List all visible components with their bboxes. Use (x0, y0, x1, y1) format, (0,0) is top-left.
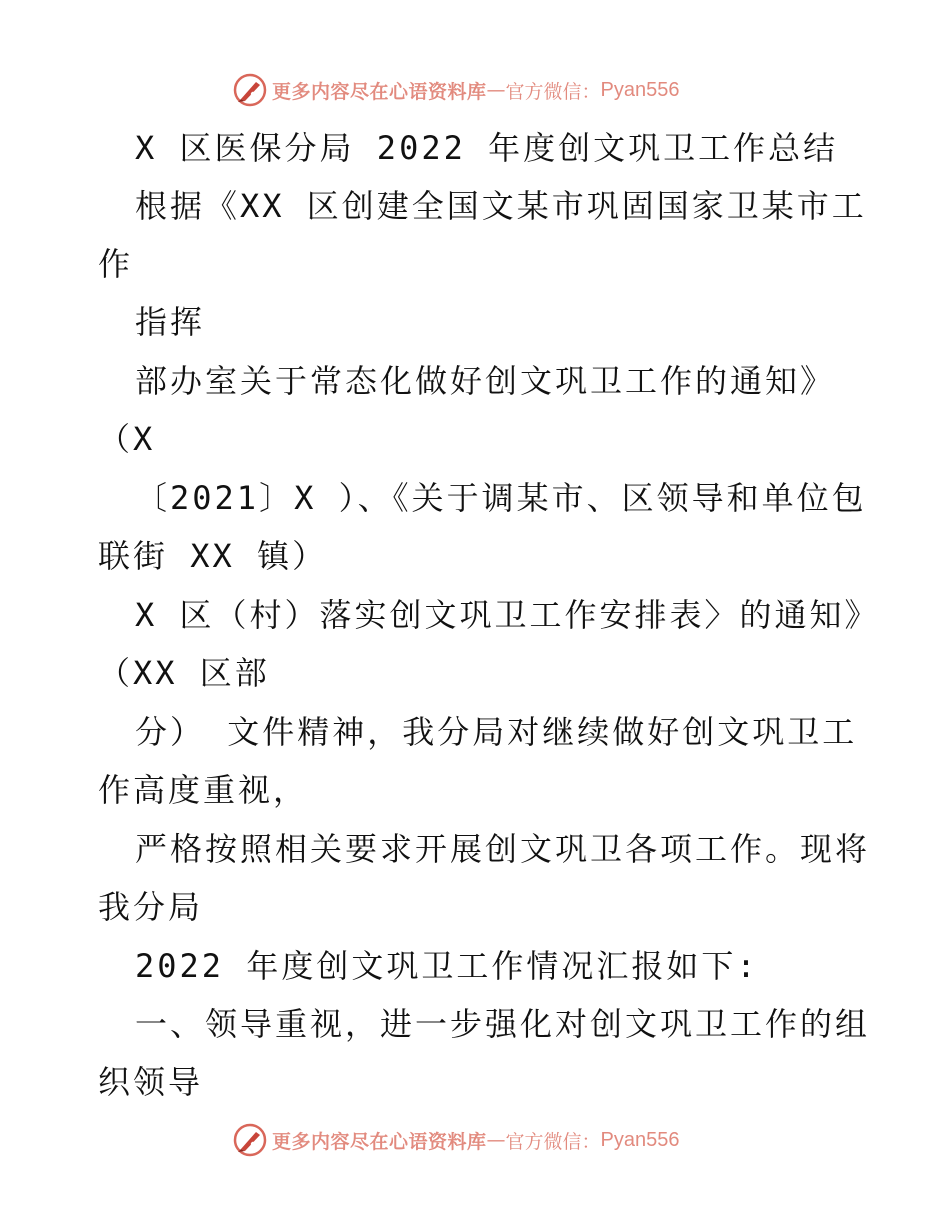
body-line: 〔2021〕X ）、《关于调某市、区领导和单位包 (135, 479, 867, 517)
body-line: （XX 区部 (98, 654, 270, 692)
watermark-label: 官方微信： (505, 1130, 601, 1153)
watermark-id: Pyan556 (600, 78, 680, 101)
watermark-dash: — (486, 1129, 506, 1151)
watermark-label: 官方微信： (505, 80, 601, 103)
body-line: 织领导 (98, 1063, 204, 1101)
body-line: 作高度重视， (98, 771, 309, 809)
body-line: 2022 年度创文巩卫工作情况汇报如下: (135, 947, 759, 985)
body-line: 根据《XX 区创建全国文某市巩固国家卫某市工 (135, 187, 867, 225)
pen-circle-logo-icon (232, 1122, 268, 1158)
watermark-brand-text: 更多内容尽在心语资料库 (272, 1130, 487, 1153)
body-line: 严格按照相关要求开展创文巩卫各项工作。现将 (135, 830, 871, 868)
body-line: 指挥 (135, 303, 206, 341)
header-watermark (232, 70, 680, 110)
watermark-id: Pyan556 (600, 1128, 680, 1151)
watermark-brand-text: 更多内容尽在心语资料库 (272, 80, 487, 103)
body-line: （X (98, 420, 156, 458)
body-line: 作 (98, 245, 134, 283)
watermark-dash: — (486, 79, 506, 101)
pen-circle-logo-icon (232, 72, 268, 108)
section-heading: 一、领导重视，进一步强化对创文巩卫工作的组 (135, 1005, 871, 1043)
body-line: 联街 XX 镇） (98, 537, 328, 575)
body-line: 部办室关于常态化做好创文巩卫工作的通知》 (135, 362, 836, 400)
body-line: 我分局 (98, 888, 204, 926)
body-line: X 区（村）落实创文巩卫工作安排表〉的通知》 (135, 596, 880, 634)
footer-watermark (232, 1120, 680, 1160)
document-title: X 区医保分局 2022 年度创文巩卫工作总结 (135, 129, 839, 167)
body-line: 分） 文件精神，我分局对继续做好创文巩卫工 (135, 713, 858, 751)
